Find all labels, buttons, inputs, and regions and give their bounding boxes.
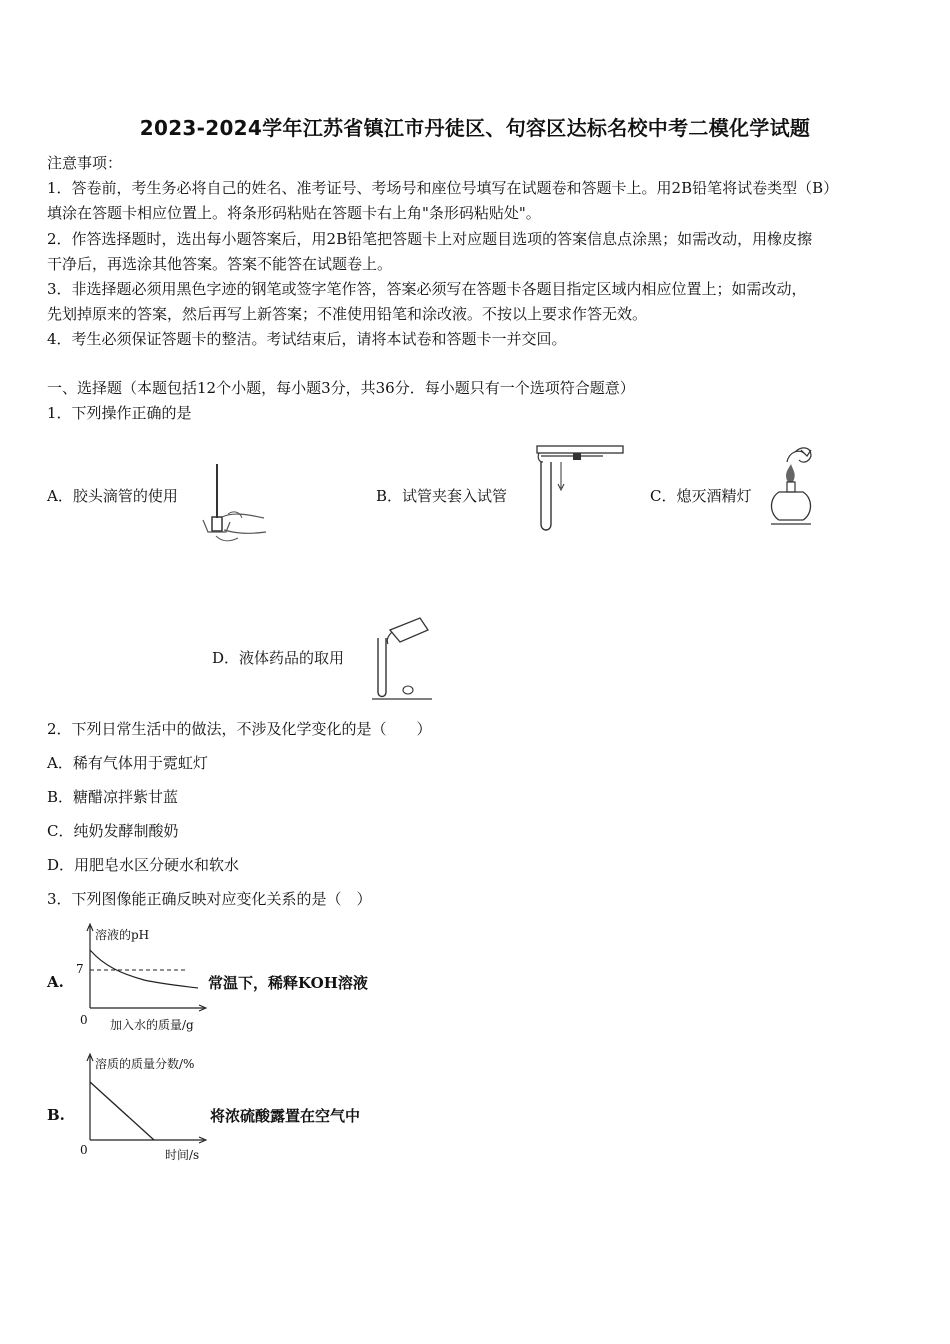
q2-option-d: D．用肥皂水区分硬水和软水: [47, 856, 240, 874]
q3-option-a-label: A.: [47, 973, 64, 991]
q2-option-a: A．稀有气体用于霓虹灯: [47, 754, 208, 772]
notice-line: 1．答卷前，考生务必将自己的姓名、准考证号、考场号和座位号填写在试题卷和答题卡上。用2B铅笔将试卷类型（B）: [47, 179, 839, 197]
q1-option-c: C．熄灭酒精灯: [650, 487, 752, 505]
q3-option-b-desc: 将浓硫酸露置在空气中: [210, 1107, 361, 1125]
notice-line: 干净后，再选涂其他答案。答案不能答在试题卷上。: [47, 255, 393, 273]
q1-option-a: A．胶头滴管的使用: [47, 487, 178, 505]
dropper-illustration: [198, 462, 270, 544]
mass-fraction-line: [90, 1082, 154, 1140]
chart-a-ylabel: 溶液的pH: [95, 928, 150, 942]
section-heading: 一、选择题（本题包括12个小题，每小题3分，共36分．每小题只有一个选项符合题意）: [47, 379, 635, 397]
liquid-pouring-illustration: [372, 610, 434, 702]
question-stem-2: 2．下列日常生活中的做法，不涉及化学变化的是（ ）: [47, 720, 432, 738]
page-title: 2023-2024学年江苏省镇江市丹徒区、句容区达标名校中考二模化学试题: [139, 116, 811, 140]
q3-option-b-label: B.: [47, 1106, 65, 1124]
notice-heading: 注意事项：: [47, 154, 123, 172]
notice-line: 3．非选择题必须用黑色字迹的钢笔或签字笔作答，答案必须写在答题卡各题目指定区域内相应位置上；如需改动，: [47, 280, 807, 298]
question-stem-1: 1．下列操作正确的是: [47, 404, 192, 422]
chart-a-tick-7: 7: [76, 962, 84, 976]
test-tube-clamp-illustration: [533, 444, 625, 534]
notice-line: 2．作答选择题时，选出每小题答案后，用2B铅笔把答题卡上对应题目选项的答案信息点涂黑；如需改动，用橡皮擦: [47, 230, 813, 248]
q2-option-b: B．糖醋凉拌紫甘蓝: [47, 788, 179, 806]
q1-option-d: D．液体药品的取用: [212, 649, 345, 667]
notice-line: 先划掉原来的答案，然后再写上新答案；不准使用铅笔和涂改液。不按以上要求作答无效。: [47, 305, 648, 323]
q3-option-a-desc: 常温下，稀释KOH溶液: [208, 974, 368, 992]
chart-a-origin: 0: [80, 1013, 88, 1027]
chart-b-origin: 0: [80, 1143, 88, 1157]
ph-curve: [90, 950, 198, 988]
alcohol-lamp-illustration: [765, 444, 825, 528]
notice-line: 4．考生必须保证答题卡的整洁。考试结束后，请将本试卷和答题卡一并交回。: [47, 330, 567, 348]
chart-a-xlabel: 加入水的质量/g: [110, 1018, 194, 1032]
chart-b-ylabel: 溶质的质量分数/%: [95, 1057, 195, 1071]
question-stem-3: 3．下列图像能正确反映对应变化关系的是（ ）: [47, 890, 372, 908]
chart-b-xlabel: 时间/s: [165, 1148, 200, 1162]
q2-option-c: C．纯奶发酵制酸奶: [47, 822, 179, 840]
notice-line: 填涂在答题卡相应位置上。将条形码粘贴在答题卡右上角"条形码粘贴处"。: [47, 204, 541, 222]
q1-option-b: B．试管夹套入试管: [376, 487, 508, 505]
